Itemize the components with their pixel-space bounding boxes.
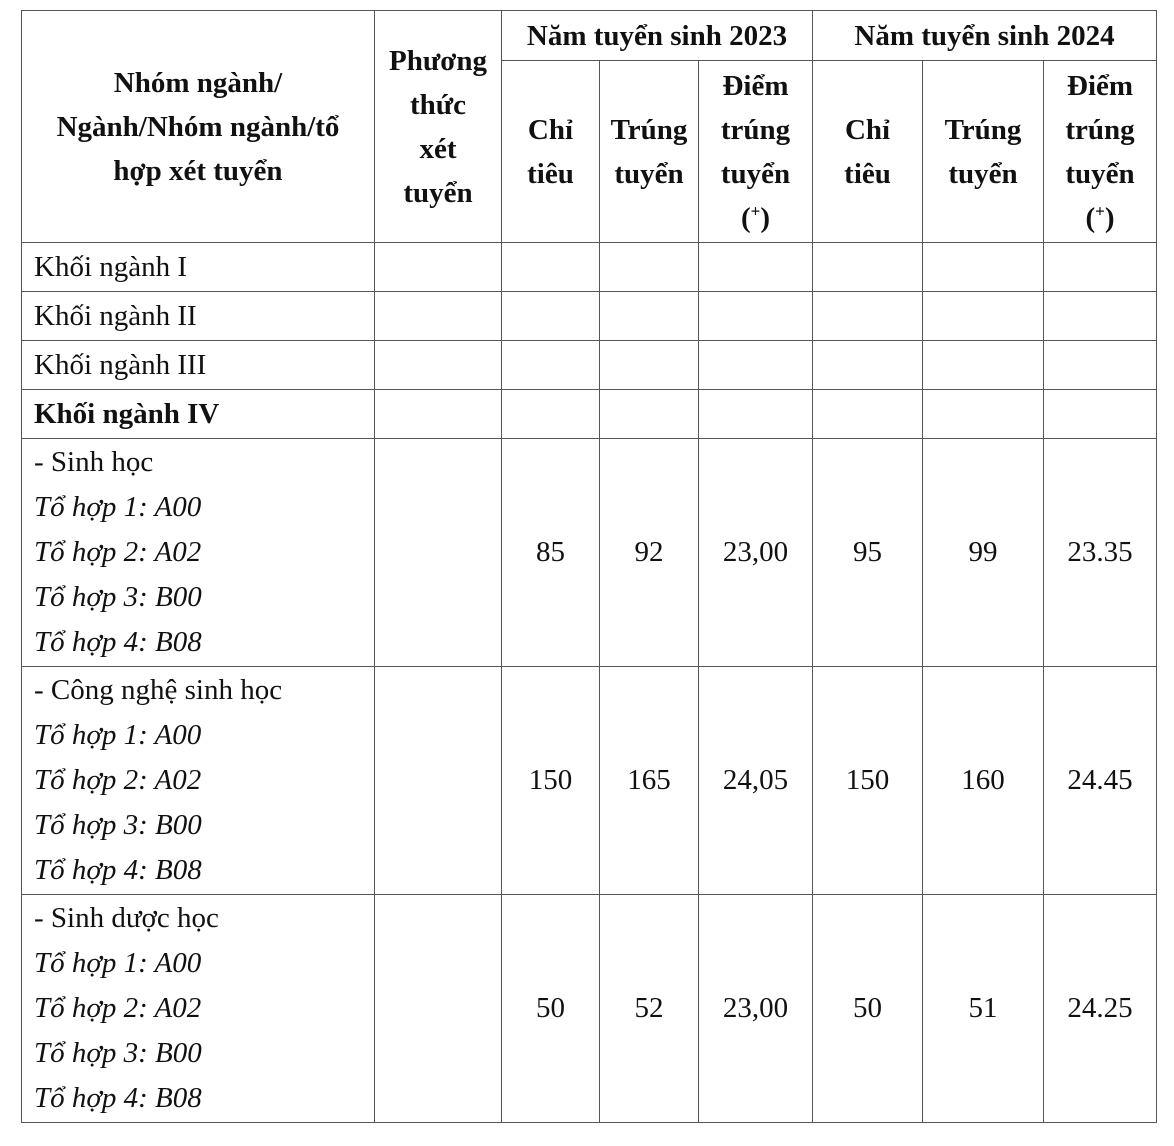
score-2023: 23,00 [699,439,813,667]
table-row [22,439,1157,667]
major-cell [22,667,375,895]
block-label: Khối ngành II [22,292,375,341]
header-year-2024: Năm tuyển sinh 2024 [813,11,1157,61]
score-2024: 24.45 [1044,667,1157,895]
header-admitted-2023: Trúng tuyển [600,61,699,243]
header-score-2023: Điểm trúng tuyển (+) [699,61,813,243]
combo: Tổ hợp 1: A00 [34,947,202,979]
admitted-2023: 165 [600,667,699,895]
major-cell [22,439,375,667]
major-name: - Sinh học [34,446,154,478]
combo: Tổ hợp 4: B08 [34,854,202,886]
admitted-2023: 92 [600,439,699,667]
combo: Tổ hợp 2: A02 [34,992,202,1024]
header-quota-2024: Chỉ tiêu [813,61,923,243]
major-name: - Công nghệ sinh học [34,674,283,706]
block-label: Khối ngành I [22,243,375,292]
table-row [22,667,1157,895]
combo: Tổ hợp 2: A02 [34,764,202,796]
major-cell [22,895,375,1123]
block-label: Khối ngành III [22,341,375,390]
admitted-2024: 99 [923,439,1044,667]
major-name: - Sinh dược học [34,902,219,934]
table-row [22,292,1157,341]
table-row [22,895,1157,1123]
score-2023: 23,00 [699,895,813,1123]
quota-2024: 150 [813,667,923,895]
table-row [22,243,1157,292]
score-2024: 23.35 [1044,439,1157,667]
quota-2024: 95 [813,439,923,667]
table-row [22,341,1157,390]
admitted-2024: 160 [923,667,1044,895]
combo: Tổ hợp 2: A02 [34,536,202,568]
combo: Tổ hợp 4: B08 [34,626,202,658]
quota-2023: 150 [502,667,600,895]
score-note: (+) [1085,200,1115,234]
score-2024: 24.25 [1044,895,1157,1123]
method-cell [375,439,502,667]
combo: Tổ hợp 3: B00 [34,809,202,841]
quota-2024: 50 [813,895,923,1123]
method-cell [375,895,502,1123]
header-year-2023: Năm tuyển sinh 2023 [502,11,813,61]
header-admitted-2024: Trúng tuyển [923,61,1044,243]
header-quota-2023: Chỉ tiêu [502,61,600,243]
score-2023: 24,05 [699,667,813,895]
block-label: Khối ngành IV [22,390,375,439]
quota-2023: 50 [502,895,600,1123]
header-score-2024: Điểm trúng tuyển (+) [1044,61,1157,243]
header-method-column: Phương thức xét tuyển [375,11,502,243]
table-row [22,390,1157,439]
quota-2023: 85 [502,439,600,667]
admitted-2024: 51 [923,895,1044,1123]
admission-table [21,10,1157,1123]
combo: Tổ hợp 3: B00 [34,581,202,613]
combo: Tổ hợp 1: A00 [34,491,202,523]
combo: Tổ hợp 3: B00 [34,1037,202,1069]
method-cell [375,667,502,895]
admitted-2023: 52 [600,895,699,1123]
header-group-column: Nhóm ngành/ Ngành/Nhóm ngành/tổ hợp xét tuyển [22,11,375,243]
score-note: (+) [740,200,771,234]
combo: Tổ hợp 4: B08 [34,1082,202,1114]
combo: Tổ hợp 1: A00 [34,719,202,751]
